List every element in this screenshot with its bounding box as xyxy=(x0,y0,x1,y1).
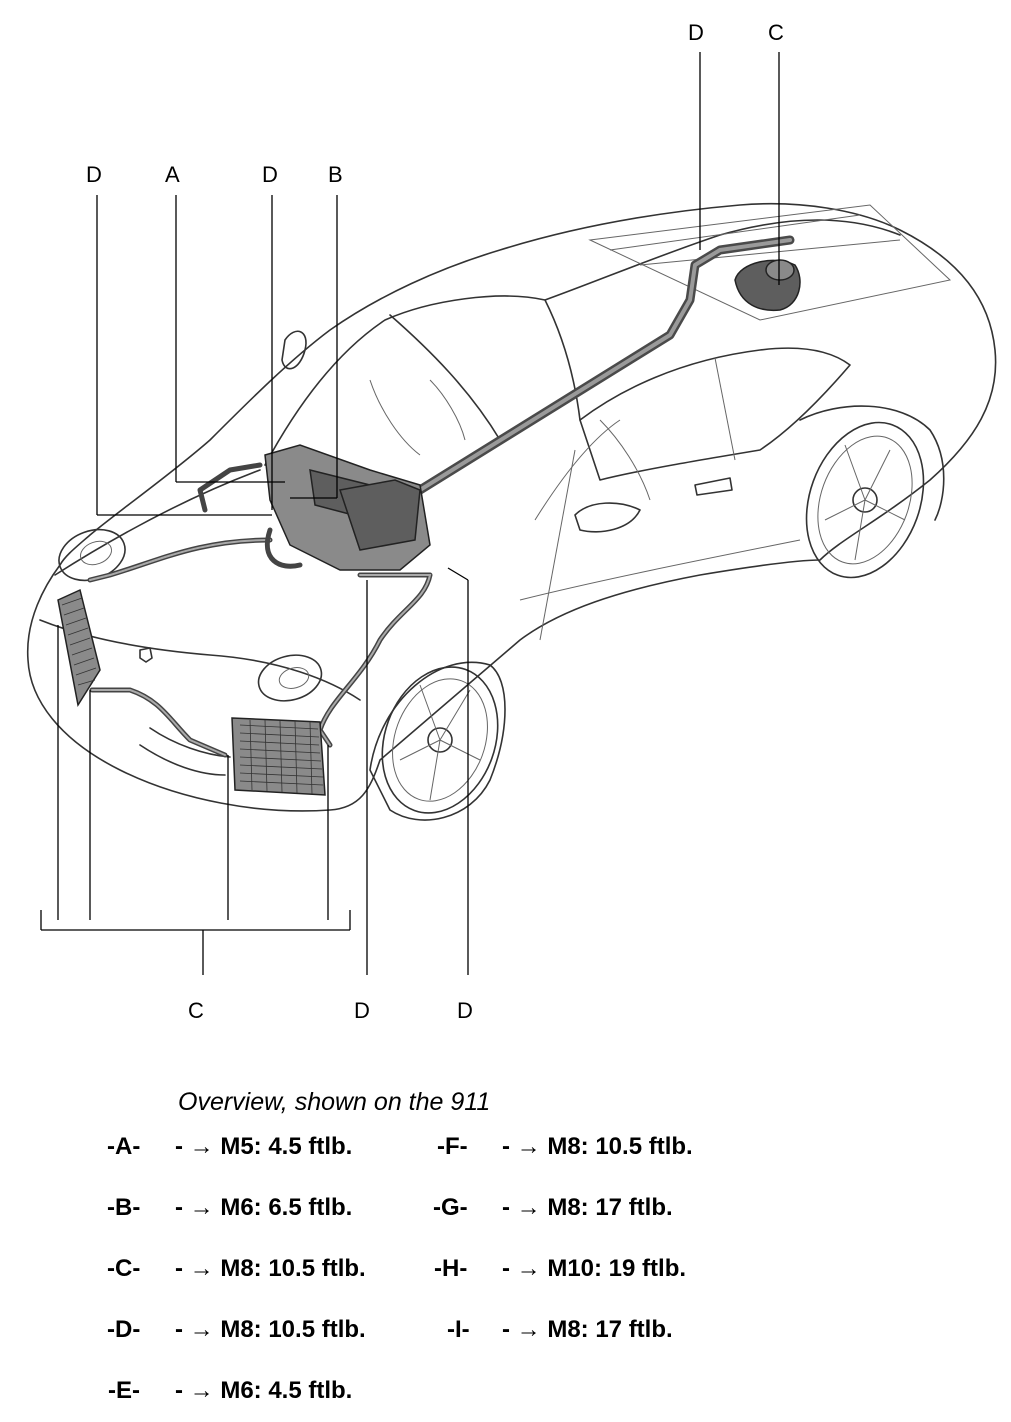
spec-tag: -A- xyxy=(107,1133,141,1160)
callout-d-top-right: D xyxy=(688,20,704,45)
spec-value: - → M5: 4.5 ftlb. xyxy=(175,1133,353,1160)
spec-tag: -B- xyxy=(107,1194,141,1221)
figure-caption: Overview, shown on the 911 xyxy=(178,1088,491,1116)
spec-tag: -G- xyxy=(433,1194,468,1221)
spec-value: - → M8: 17 ftlb. xyxy=(502,1316,673,1343)
spec-tag: -E- xyxy=(108,1377,140,1404)
spec-tag: -I- xyxy=(447,1316,470,1343)
spec-value: - → M6: 4.5 ftlb. xyxy=(175,1377,353,1404)
spec-value: - → M8: 10.5 ftlb. xyxy=(175,1316,366,1343)
spec-value: - → M8: 10.5 ftlb. xyxy=(175,1255,366,1282)
callout-c-bottom: C xyxy=(188,998,204,1023)
callout-a-top: A xyxy=(165,162,180,187)
spec-tag: -F- xyxy=(437,1133,468,1160)
callout-d-top-left: D xyxy=(86,162,102,187)
front-condenser xyxy=(232,718,325,795)
spec-value: - → M8: 17 ftlb. xyxy=(502,1194,673,1221)
spec-tag: -D- xyxy=(107,1316,141,1343)
spec-value: - → M8: 10.5 ftlb. xyxy=(502,1133,693,1160)
spec-value: - → M6: 6.5 ftlb. xyxy=(175,1194,353,1221)
spec-tag: -H- xyxy=(434,1255,468,1282)
spec-value: - → M10: 19 ftlb. xyxy=(502,1255,687,1282)
callout-b-top: B xyxy=(328,162,343,187)
callout-c-top-right: C xyxy=(768,20,784,45)
callout-d-bottom-left: D xyxy=(354,998,370,1023)
ac-components xyxy=(58,240,800,795)
callout-d-top-middle: D xyxy=(262,162,278,187)
spec-tag: -C- xyxy=(107,1255,141,1282)
car-body-illustration xyxy=(28,204,996,830)
callout-d-bottom-right: D xyxy=(457,998,473,1023)
